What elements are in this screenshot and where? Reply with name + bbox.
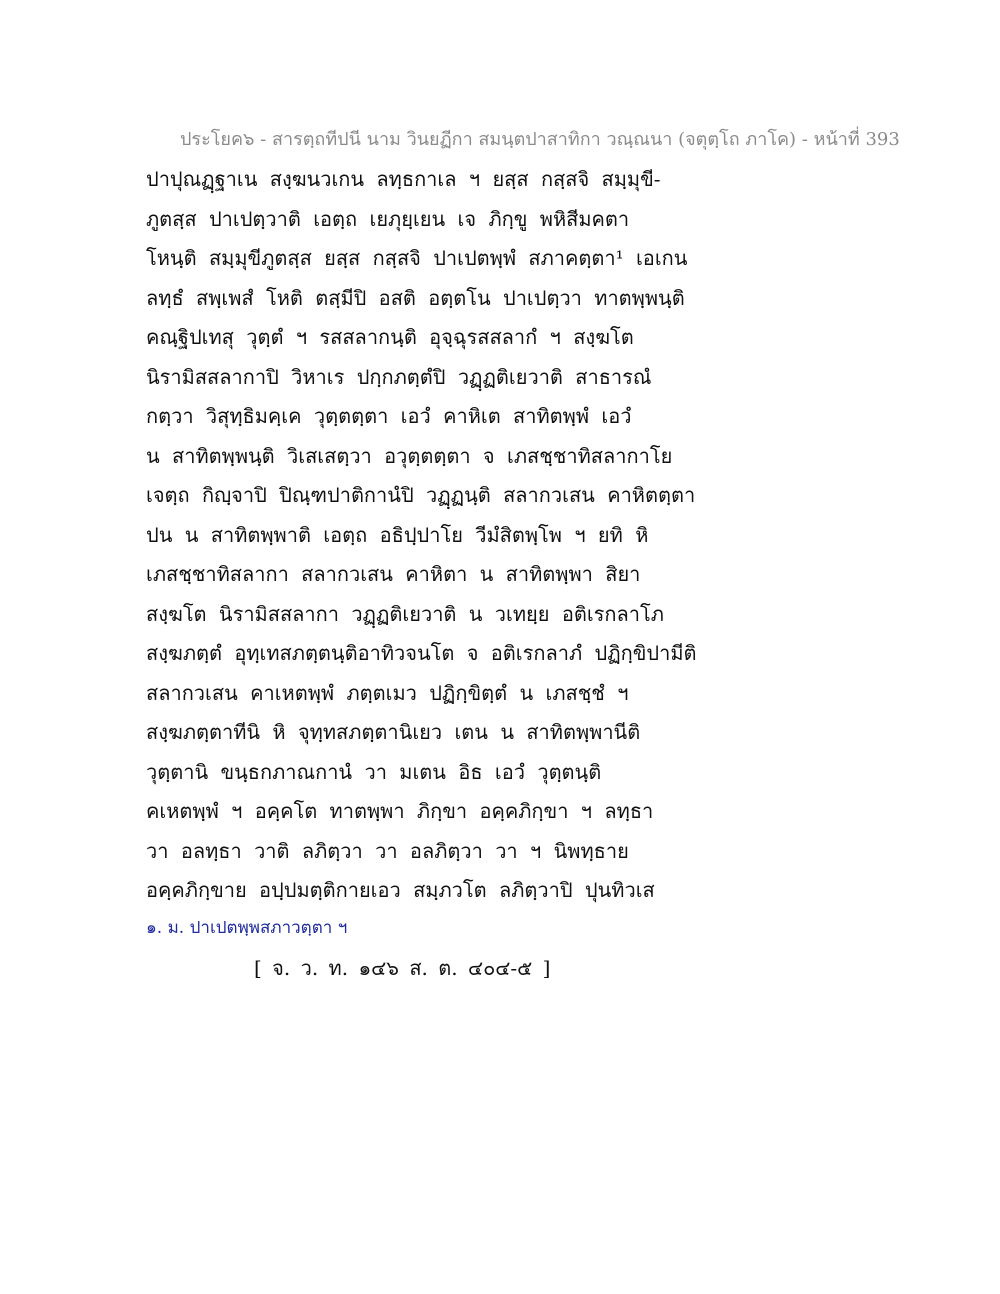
page-reference: [ จ. ว. ท. ๑๔๖ ส. ต. ๔๐๔-๕ ] [254, 956, 551, 980]
body-line: ลทฺธํ สพฺเพสํ โหติ ตสฺมีปิ อสติ อตฺตโน ปาเปตฺวา ทาตพฺพนฺติ [146, 285, 685, 310]
body-line: คเหตพฺพํ ฯ อคฺคโต ทาตพฺพา ภิกฺขา อคฺคภิกฺขา ฯ ลทฺธา [146, 799, 654, 823]
body-line: อคฺคภิกฺขาย อปฺปมตฺติกายเอว สมฺภวโต ลภิตฺวาปิ ปุนทิวเส [146, 878, 655, 902]
body-line: วา อลทฺธา วาติ ลภิตฺวา วา อลภิตฺวา วา ฯ นิพทฺธาย [146, 838, 629, 863]
body-line: สงฺฆภตฺตาทีนิ หิ จุทฺทสภตฺตานิเยว เตน น สาทิตพฺพานีติ [146, 720, 641, 744]
body-line: สงฺฆโต นิรามิสสลากา วฏฺฏติเยวาติ น วเทยฺย อติเรกลาโภ [146, 601, 664, 626]
body-line: สงฺฆภตฺตํ อุทฺเทสภตฺตนฺติอาทิวจนโต จ อติเรกลาภํ ปฏิกฺขิปามีติ [146, 641, 697, 665]
body-line: ภูตสฺส ปาเปตฺวาติ เอตฺถ เยภุยฺเยน เจ ภิกฺขู พหิสีมคตา [146, 206, 630, 231]
body-line: ปาปุณฏฺฐาเน สงฺฆนวเกน ลทฺธกาเล ฯ ยสฺส กสฺสจิ สมฺมุขี- [146, 167, 661, 191]
page-header: ประโยค๖ - สารตฺถทีปนี นาม วินยฏีกา สมนฺตปาสาทิกา วณฺณนา (จตุตฺโถ ภาโค) - หน้าที่ 393 [180, 129, 900, 150]
body-line: นิรามิสสลากาปิ วิหาเร ปกฺกภตฺตํปิ วฏฺฏติเยวาติ สาธารณํ [146, 364, 652, 389]
body-line: โหนฺติ สมฺมุขีภูตสฺส ยสฺส กสฺสจิ ปาเปตพฺพํ สภาคตฺตา¹ เอเกน [146, 246, 688, 270]
body-line: วุตฺตานิ ขนฺธกภาณกานํ วา มเตน อิธ เอวํ วุตฺตนฺติ [146, 759, 602, 784]
body-line: กตฺวา วิสุทฺธิมคฺเค วุตฺตตฺตา เอวํ คาหิเต สาทิตพฺพํ เอวํ [146, 404, 632, 428]
footnote: ๑. ม. ปาเปตพฺพสภาวตฺตา ฯ [146, 918, 348, 938]
body-line: สลากวเสน คาเหตพฺพํ ภตฺตเมว ปฏิกฺขิตฺตํ น เภสชฺชํ ฯ [146, 680, 629, 705]
body-line: น สาทิตพฺพนฺติ วิเสเสตฺวา อวุตฺตตฺตา จ เภสชฺชาทิสลากาโย [146, 443, 673, 468]
body-line: คณฺฐิปเทสุ วุตฺตํ ฯ รสสลากนฺติ อุจฺฉุรสสลากํ ฯ สงฺฆโต [146, 325, 634, 349]
body-line: ปน น สาทิตพฺพาติ เอตฺถ อธิปฺปาโย วีมํสิตพฺโพ ฯ ยทิ หิ [146, 522, 649, 547]
body-text [146, 160, 846, 911]
body-line: เจตฺถ กิญฺจาปิ ปิณฺฑปาติกานํปิ วฏฺฏนฺติ สลากวเสน คาหิตตฺตา [146, 483, 696, 507]
body-line: เภสชฺชาทิสลากา สลากวเสน คาหิตา น สาทิตพฺพา สิยา [146, 562, 641, 586]
